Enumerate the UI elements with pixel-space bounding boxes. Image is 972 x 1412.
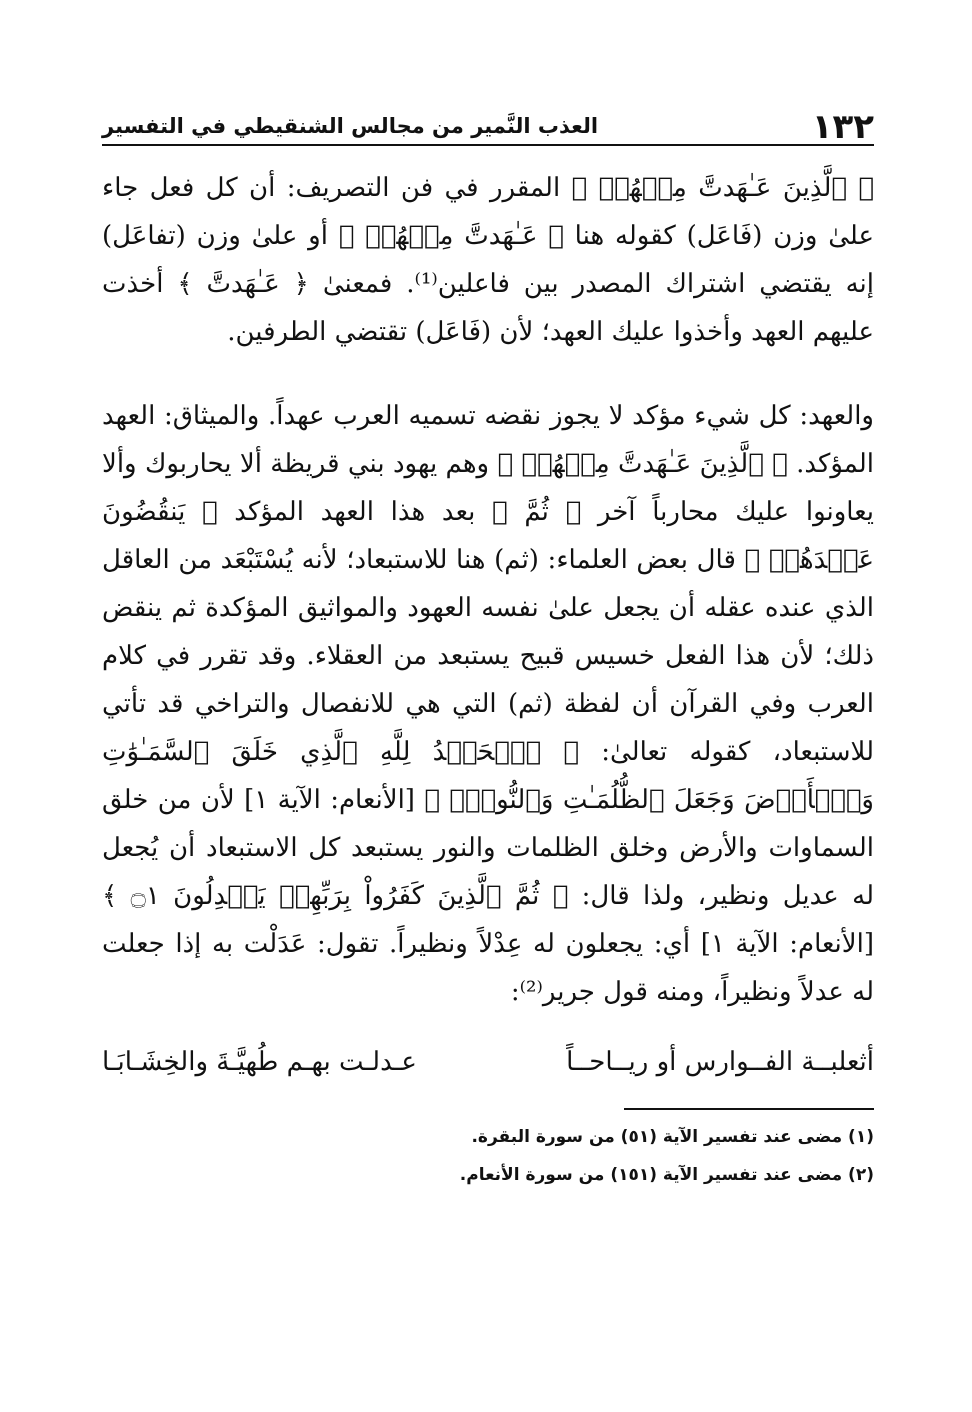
poem-second-hemistich: عـدلـت بهـم طُهيَّـةَ والخِشَـابَـا (102, 1047, 417, 1077)
poem-verse (102, 1038, 874, 1086)
footnote-separator (624, 1108, 874, 1110)
book-page (102, 96, 874, 1386)
body-paragraph: والعهد: كل شيء مؤكد لا يجوز نقضه تسميه العرب عهداً. والميثاق: العهد المؤكد. ﴿ ٱلَّذِينَ عَـٰهَدتَّ مِنۡهُمۡ ﴾ وهم يهود بني قريظة ألا يحاربوك وألا يعاونوا عليك محارباً آخر ﴿ ثُمَّ ﴾ بعد هذا العهد المؤكد ﴿ يَنقُضُونَ عَهۡدَهُمۡ ﴾ قال بعض العلماء: (ثم) هنا للاستبعاد؛ لأنه يُسْتَبْعَد من العاقل الذي عنده عقله أن يجعل علىٰ نفسه العهود والمواثيق المؤكدة ثم ينقض ذلك؛ لأن هذا الفعل خسيس قبيح يستبعد من العقلاء. وقد تقرر في كلام العرب وفي القرآن أن لفظة (ثم) التي هي للانفصال والتراخي قد تأتي للاستبعاد، كقوله تعالىٰ: ﴿ ٱلۡحَمۡدُ لِلَّهِ ٱلَّذِي خَلَقَ ٱلسَّمَـٰوَٰتِ وَٱلۡأَرۡضَ وَجَعَلَ ٱلظُّلُمَـٰتِ وَٱلنُّورَۖ ﴾ [الأنعام: الآية ١] لأن من خلق السماوات والأرض وخلق الظلمات والنور يستبعد كل الاستبعاد أن يُجعل له عديل ونظير، ولذا قال: ﴿ ثُمَّ ٱلَّذِينَ كَفَرُواْ بِرَبِّهِمۡ يَعۡدِلُونَ ۝١ ﴾ [الأنعام: الآية ١] أي: يجعلون له عِدْلاً ونظيراً. تقول: عَدَلْت به إذا جعلت له عدلاً ونظيراً، ومنه قول جرير⁽²⁾: (102, 401, 874, 1007)
running-title: العذب النَّمير من مجالس الشنقيطي في التفسير (102, 114, 599, 138)
poem-first-hemistich: أثعلبــة الفــوارس أو ريــاحــاً (566, 1047, 874, 1077)
page-number: ١٣٢ (811, 107, 874, 147)
body-paragraph: ﴿ ٱلَّذِينَ عَـٰهَدتَّ مِنۡهُمۡ ﴾ المقرر في فن التصريف: أن كل فعل جاء علىٰ وزن (فَاعَل) كقوله هنا ﴿ عَـٰهَدتَّ مِنۡهُمۡ ﴾ أو علىٰ وزن (تفاعَل) إنه يقتضي اشتراك المصدر بين فاعلين⁽¹⁾. فمعنىٰ ﴿ عَـٰهَدتَّ ﴾ أخذت عليهم العهد وأخذوا عليك العهد؛ لأن (فَاعَل) تقتضي الطرفين. (102, 173, 875, 347)
footnote: (٢) مضى عند تفسير الآية (١٥١) من سورة الأنعام. (459, 1165, 874, 1185)
page-header (102, 96, 874, 146)
footnote: (١) مضى عند تفسير الآية (٥١) من سورة البقرة. (471, 1127, 874, 1147)
footnotes (102, 1118, 874, 1194)
